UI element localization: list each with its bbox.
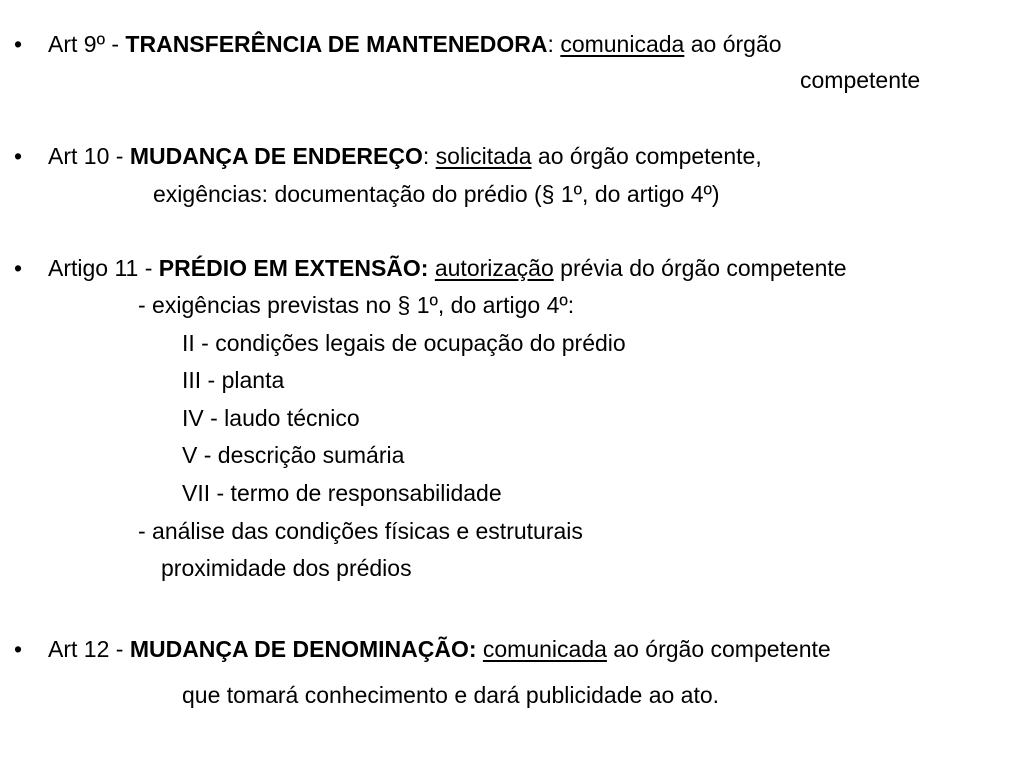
- article-12-rest: ao órgão competente: [606, 636, 831, 662]
- article-11-prefix: Artigo 11 -: [48, 255, 159, 281]
- article-10-action: solicitada: [435, 143, 532, 169]
- bullet-icon: •: [14, 31, 23, 57]
- article-11-heading: PRÉDIO EM EXTENSÃO:: [158, 255, 429, 281]
- bullet-icon: •: [14, 255, 23, 281]
- article-11-item-ii: II - condições legais de ocupação do prédio: [182, 330, 626, 356]
- article-11-analysis: - análise das condições físicas e estruturais: [138, 518, 583, 544]
- article-12-line: [48, 635, 831, 663]
- article-11-item-vii: VII - termo de responsabilidade: [182, 480, 502, 506]
- article-11-proximity: proximidade dos prédios: [161, 555, 412, 581]
- article-12-heading: MUDANÇA DE DENOMINAÇÃO:: [129, 636, 477, 662]
- article-11-rest: prévia do órgão competente: [553, 255, 847, 281]
- article-9-prefix: Art 9º -: [48, 31, 126, 57]
- article-12-prefix: Art 12 -: [48, 636, 130, 662]
- article-11-action: autorização: [434, 255, 554, 281]
- article-11-item-v: V - descrição sumária: [182, 442, 405, 468]
- bullet-icon: •: [14, 636, 23, 662]
- article-9-action: comunicada: [560, 31, 685, 57]
- article-11-requirements: - exigências previstas no § 1º, do artigo 4º:: [138, 292, 575, 318]
- article-9-rest: ao órgão: [684, 31, 782, 57]
- article-12-action: comunicada: [482, 636, 607, 662]
- article-10-heading: MUDANÇA DE ENDEREÇO: [129, 143, 423, 169]
- article-9-heading: TRANSFERÊNCIA DE MANTENEDORA: [125, 31, 548, 57]
- article-9-sep: :: [547, 31, 561, 57]
- article-11-item-iii: III - planta: [182, 367, 285, 393]
- article-11-item-iv: IV - laudo técnico: [182, 405, 360, 431]
- article-11-line: [48, 254, 847, 282]
- article-10-sep: :: [422, 143, 436, 169]
- article-9-continuation: competente: [800, 67, 921, 93]
- article-9-line: [48, 30, 782, 58]
- article-10-prefix: Art 10 -: [48, 143, 130, 169]
- article-12-continuation: que tomará conhecimento e dará publicidade ao ato.: [182, 682, 720, 708]
- bullet-icon: •: [14, 143, 23, 169]
- article-10-line: [48, 142, 762, 170]
- article-10-continuation: exigências: documentação do prédio (§ 1º, do artigo 4º): [153, 181, 720, 207]
- article-10-rest: ao órgão competente,: [531, 143, 762, 169]
